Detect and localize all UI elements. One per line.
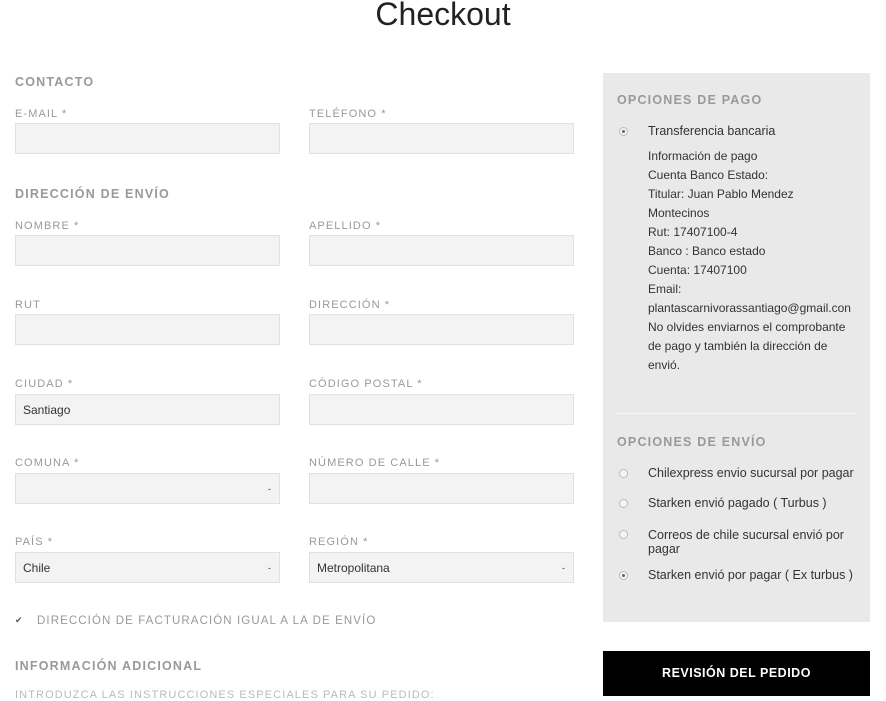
shipping-options-heading: OPCIONES DE ENVÍO [617,435,767,449]
country-select[interactable] [15,552,280,583]
comuna-label: COMUNA * [15,457,80,469]
region-value: Metropolitana [317,561,390,575]
payment-info-line: envió. [648,358,681,372]
chevron-down-icon: - [268,484,271,494]
phone-label: TELÉFONO * [309,108,387,120]
payment-info-line: Banco : Banco estado [648,244,766,258]
payment-info-line: Rut: 17407100-4 [648,225,738,239]
shipping-radio-correos[interactable] [619,530,628,539]
page-title: Checkout [375,0,511,32]
chevron-down-icon: - [268,563,271,573]
shipping-radio-chilexpress[interactable] [619,469,628,478]
payment-option-label: Transferencia bancaria [648,124,776,138]
country-value: Chile [23,561,51,575]
postal-code-label: CÓDIGO POSTAL * [309,378,423,390]
contact-heading: CONTACTO [15,75,95,89]
postal-code-field[interactable] [309,394,574,425]
payment-info-line: No olvides enviarnos el comprobante [648,320,846,334]
first-name-field[interactable] [15,235,280,266]
country-label: PAÍS * [15,536,54,548]
shipping-option-label: Chilexpress envio sucursal por pagar [648,466,854,480]
comuna-select[interactable] [15,473,280,504]
address-label: DIRECCIÓN * [309,299,391,311]
city-label: CIUDAD * [15,378,74,390]
payment-info-line: Email: [648,282,682,296]
phone-field[interactable] [309,123,574,154]
payment-options-heading: OPCIONES DE PAGO [617,93,763,107]
city-field[interactable]: Santiago [15,394,280,425]
payment-info-line: Titular: Juan Pablo Mendez [648,187,794,201]
chevron-down-icon: - [562,563,565,573]
payment-info [648,147,870,375]
instructions-label: INTRODUZCA LAS INSTRUCCIONES ESPECIALES PARA SU PEDIDO: [15,689,435,701]
shipping-heading: DIRECCIÓN DE ENVÍO [15,187,170,201]
shipping-radio-starken-collect[interactable] [619,571,628,580]
same-billing-checkbox[interactable]: ✔ [15,615,23,625]
payment-info-line: Cuenta Banco Estado: [648,168,769,182]
additional-info-heading: INFORMACIÓN ADICIONAL [15,659,203,673]
shipping-option-label: Starken envió por pagar ( Ex turbus ) [648,568,853,582]
rut-label: RUT [15,299,41,311]
region-label: REGIÓN * [309,536,369,548]
first-name-label: NOMBRE * [15,220,80,232]
email-field[interactable] [15,123,280,154]
payment-info-line: de pago y también la dirección de [648,339,828,353]
shipping-radio-starken-paid[interactable] [619,499,628,508]
same-billing-label: DIRECCIÓN DE FACTURACIÓN IGUAL A LA DE ENVÍO [37,615,377,627]
street-number-field[interactable] [309,473,574,504]
review-order-button[interactable]: REVISIÓN DEL PEDIDO [603,651,870,696]
last-name-field[interactable] [309,235,574,266]
payment-info-line: plantascarnivorassantiago@gmail.con [648,301,851,315]
payment-info-line: Información de pago [648,149,758,163]
last-name-label: APELLIDO * [309,220,382,232]
payment-info-line: Cuenta: 17407100 [648,263,747,277]
payment-info-line: Montecinos [648,206,710,220]
order-options-panel [603,73,870,622]
email-label: E-MAIL * [15,108,68,120]
shipping-option-label: Starken envió pagado ( Turbus ) [648,496,827,510]
address-field[interactable] [309,314,574,345]
street-number-label: NÚMERO DE CALLE * [309,457,441,469]
shipping-option-label: Correos de chile sucursal envió por pagar [648,528,844,556]
region-select[interactable] [309,552,574,583]
panel-divider [617,413,856,414]
payment-radio-bank-transfer[interactable] [619,127,628,136]
rut-field[interactable] [15,314,280,345]
